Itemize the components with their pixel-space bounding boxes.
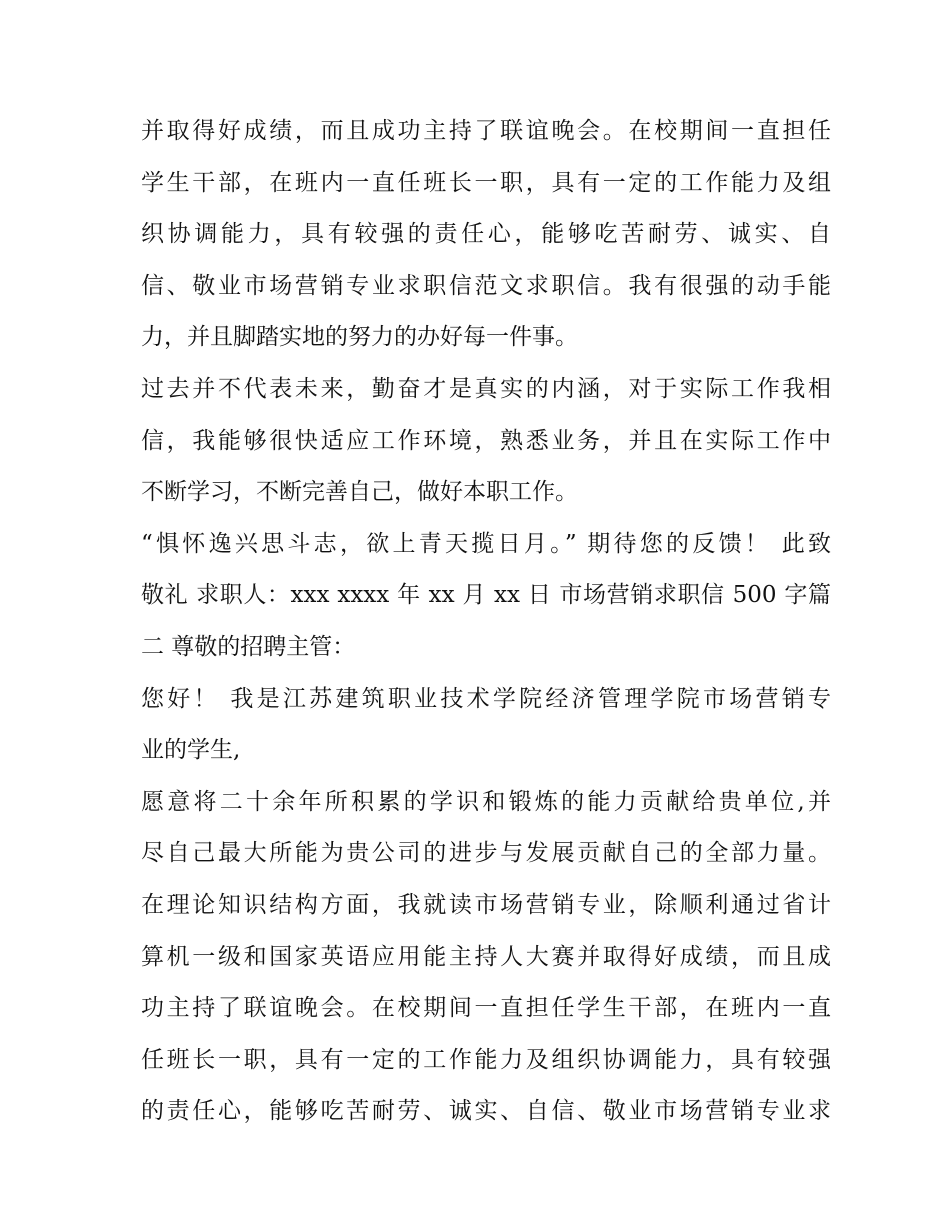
text-line: 在理论知识结构方面，我就读市场营销专业，除顺利通过省计 bbox=[141, 891, 831, 918]
text-line: 力，并且脚踏实地的努力的办好每一件事。 bbox=[141, 324, 578, 351]
text-line: 尽自己最大所能为贵公司的进步与发展贡献自己的全部力量。 bbox=[141, 840, 831, 867]
text-line: 信，我能够很快适应工作环境，熟悉业务，并且在实际工作中 bbox=[141, 427, 831, 454]
text-line: 您好！ 我是江苏建筑职业技术学院经济管理学院市场营销专 bbox=[141, 685, 831, 712]
text-line: 过去并不代表未来，勤奋才是真实的内涵，对于实际工作我相 bbox=[141, 375, 831, 402]
text-line: 业的学生, bbox=[141, 737, 241, 764]
text-line: 信、敬业市场营销专业求职信范文求职信。我有很强的动手能 bbox=[141, 272, 831, 299]
text-line: 算机一级和国家英语应用能主持人大赛并取得好成绩，而且成 bbox=[141, 943, 831, 970]
text-line: 二 尊敬的招聘主管： bbox=[141, 633, 356, 660]
text-line: 并取得好成绩，而且成功主持了联谊晚会。在校期间一直担任 bbox=[141, 118, 831, 144]
text-line: 学生干部，在班内一直任班长一职，具有一定的工作能力及组 bbox=[141, 169, 831, 196]
text-line: 织协调能力，具有较强的责任心，能够吃苦耐劳、诚实、自 bbox=[141, 221, 831, 248]
text-line: “惧怀逸兴思斗志，欲上青天揽日月。” 期待您的反馈！ 此致 bbox=[141, 530, 831, 557]
text-line: 任班长一职，具有一定的工作能力及组织协调能力，具有较强 bbox=[141, 1046, 831, 1073]
text-line: 不断学习，不断完善自己，做好本职工作。 bbox=[141, 479, 578, 506]
body-text bbox=[141, 106, 831, 1138]
text-line: 敬礼 求职人：xxx xxxx 年 xx 月 xx 日 市场营销求职信 500 字篇 bbox=[141, 582, 831, 609]
text-line: 愿意将二十余年所积累的学识和锻炼的能力贡献给贵单位,并 bbox=[141, 788, 831, 815]
text-line: 功主持了联谊晚会。在校期间一直担任学生干部，在班内一直 bbox=[141, 995, 831, 1022]
text-line: 的责任心，能够吃苦耐劳、诚实、自信、敬业市场营销专业求 bbox=[141, 1098, 831, 1125]
